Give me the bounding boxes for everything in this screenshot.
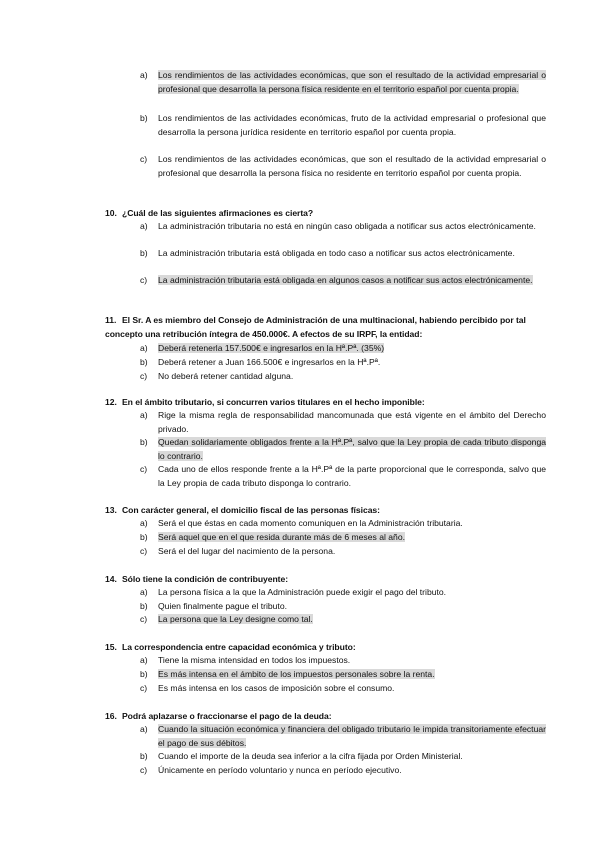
option-text-highlighted: Quedan solidariamente obligados frente a la Hª.Pª, salvo que la Ley propia de cada tributo disponga lo contrario. (158, 437, 546, 461)
option-text: La persona física a la que la Administración puede exigir el pago del tributo. (158, 587, 447, 597)
option-text: Será el que éstas en cada momento comuniquen en la Administración tributaria. (158, 518, 463, 528)
option-text: Los rendimientos de las actividades económicas, fruto de la actividad empresarial o profesional que desarrolla la persona jurídica residente en territorio español por cuenta propia. (158, 113, 546, 137)
option-text: Los rendimientos de las actividades económicas, que son el resultado de la actividad empresarial o profesional que desarrolla la persona física no residente en territorio español por cuenta propia. (158, 154, 546, 178)
option-text-highlighted: Será aquel que en el que resida durante más de 6 meses al año. (158, 532, 405, 542)
option-letter: c) (140, 614, 148, 624)
option-letter: a) (140, 655, 148, 665)
question-text: ¿Cuál de las siguientes afirmaciones es cierta? (122, 208, 314, 218)
option-text: La administración tributaria no está en ningún caso obligada a notificar sus actos electrónicamente. (158, 221, 536, 231)
question-12-title (105, 396, 545, 410)
option-text: Quien finalmente pague el tributo. (158, 601, 287, 611)
question-number: 16. (105, 711, 117, 721)
q9-option-a (140, 69, 546, 110)
question-text: Con carácter general, el domicilio fiscal de las personas físicas: (122, 505, 380, 515)
question-number: 14. (105, 574, 117, 584)
option-text: Deberá retener a Juan 166.500€ e ingresarlos en la Hª.Pª. (158, 357, 381, 367)
option-letter: a) (140, 343, 148, 353)
option-text: Únicamente en período voluntario y nunca en período ejecutivo. (158, 765, 402, 775)
option-letter: c) (140, 683, 148, 693)
option-letter: c) (140, 464, 148, 474)
option-letter: b) (140, 437, 148, 447)
option-text-highlighted: Cuando la situación económica y financiera del obligado tributario le impida transitoriamente efectuar el pago de sus débitos. (158, 724, 546, 748)
option-letter: c) (140, 154, 148, 164)
option-letter: c) (140, 275, 148, 285)
option-letter: c) (140, 546, 148, 556)
option-letter: a) (140, 221, 148, 231)
option-text: Tiene la misma intensidad en todos los impuestos. (158, 655, 351, 665)
option-letter: a) (140, 518, 148, 528)
option-text-highlighted: Es más intensa en el ámbito de los impuestos personales sobre la renta. (158, 669, 435, 679)
option-text-highlighted: La persona que la Ley designe como tal. (158, 614, 313, 624)
question-11-title (105, 314, 555, 341)
q9-option-b (140, 112, 546, 153)
option-letter: a) (140, 724, 148, 734)
option-text-highlighted: La administración tributaria está obligada en algunos casos a notificar sus actos electrónicamente. (158, 275, 533, 285)
option-letter: b) (140, 532, 148, 542)
option-letter: b) (140, 669, 148, 679)
option-text-highlighted: Deberá retenerla 157.500€ e ingresarlos en la Hª.Pª. (35%) (158, 343, 385, 353)
option-text: Rige la misma regla de responsabilidad mancomunada que está vigente en el ámbito del Derecho privado. (158, 410, 546, 434)
option-letter: c) (140, 371, 148, 381)
option-letter: a) (140, 587, 148, 597)
option-text: Será el del lugar del nacimiento de la persona. (158, 546, 336, 556)
question-number: 11. (105, 315, 117, 325)
question-number: 12. (105, 397, 117, 407)
option-letter: b) (140, 248, 148, 258)
question-15-title (105, 641, 545, 655)
question-text: Sólo tiene la condición de contribuyente: (122, 574, 289, 584)
option-text: Es más intensa en los casos de imposición sobre el consumo. (158, 683, 395, 693)
option-text: La administración tributaria está obligada en todo caso a notificar sus actos electrónicamente. (158, 248, 515, 258)
option-letter: c) (140, 765, 148, 775)
option-letter: a) (140, 410, 148, 420)
question-text: La correspondencia entre capacidad económica y tributo: (122, 642, 356, 652)
question-text: En el ámbito tributario, si concurren varios titulares en el hecho imponible: (122, 397, 425, 407)
option-letter: b) (140, 751, 148, 761)
question-10-title (105, 207, 545, 221)
option-letter: b) (140, 357, 148, 367)
question-number: 15. (105, 642, 117, 652)
question-13-title (105, 504, 545, 518)
option-letter: b) (140, 113, 148, 123)
question-text: Podrá aplazarse o fraccionarse el pago de la deuda: (122, 711, 332, 721)
question-14-title (105, 573, 545, 587)
option-letter: b) (140, 601, 148, 611)
option-letter: a) (140, 70, 148, 80)
question-16-title (105, 710, 545, 724)
question-number: 13. (105, 505, 117, 515)
option-text: Cuando el importe de la deuda sea inferior a la cifra fijada por Orden Ministerial. (158, 751, 463, 761)
option-text-highlighted: Los rendimientos de las actividades económicas, que son el resultado de la actividad empresarial o profesional que desarrolla la persona física residente en el territorio español por cuenta propia. (158, 70, 546, 94)
option-text: No deberá retener cantidad alguna. (158, 371, 294, 381)
option-text: Cada uno de ellos responde frente a la Hª.Pª de la parte proporcional que le corresponda, salvo que la Ley propia de cada tributo disponga lo contrario. (158, 464, 546, 488)
question-number: 10. (105, 208, 117, 218)
question-text: El Sr. A es miembro del Consejo de Administración de una multinacional, habiendo percibido por tal concepto una retribución íntegra de 450.000€. A efectos de su IRPF, la entidad: (105, 315, 526, 339)
q9-option-c (140, 153, 546, 194)
